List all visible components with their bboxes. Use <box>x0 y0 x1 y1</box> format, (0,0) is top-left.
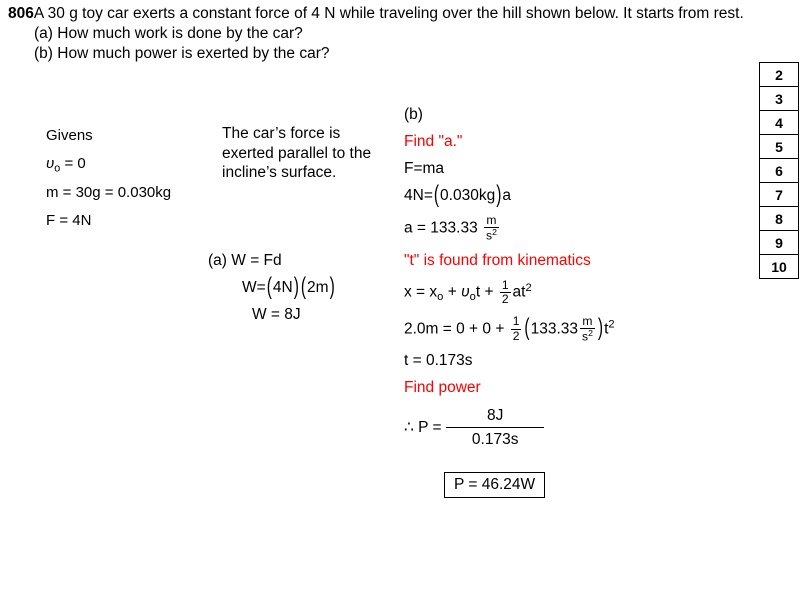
kinematics-substitution <box>404 315 794 344</box>
kin-at-term: at <box>512 283 526 301</box>
kin-time-term: t + <box>475 283 494 301</box>
newton-accel-symbol: a <box>502 187 512 204</box>
kin-sub-lhs: 2.0m = 0 + 0 + <box>404 320 505 338</box>
find-power-heading: Find power <box>404 379 481 397</box>
work-formula-line <box>208 252 398 270</box>
kin-sub-t: t <box>604 320 609 338</box>
kin-x-subscript: o <box>437 290 444 303</box>
givens-force: F = 4N <box>46 211 92 229</box>
kin-half-num: 1 <box>501 277 509 292</box>
kin-sub-units-num: m <box>582 313 593 328</box>
power-equation-lhs: ∴ P = <box>404 419 442 437</box>
work-substitution-lhs: W= <box>242 279 266 296</box>
newtons-second-law: F=ma <box>404 160 445 177</box>
note-text: The car’s force is exerted parallel to the incline’s surface. <box>222 125 372 182</box>
time-result: t = 0.173s <box>404 352 473 370</box>
work-part-label: (a) <box>208 252 227 269</box>
givens-column <box>46 122 211 235</box>
kin-sub-half-fraction <box>511 315 522 342</box>
problem-part-a: (a) How much work is done by the car? <box>34 24 303 42</box>
acceleration-units-den-text: s <box>486 228 493 243</box>
kin-velocity-subscript: o <box>469 290 476 303</box>
paren-close-3: ) <box>496 182 502 209</box>
problem-statement-line <box>8 4 794 24</box>
page-chip-9[interactable]: 9 <box>759 230 799 255</box>
velocity-value: = 0 <box>64 154 86 172</box>
work-result: W = 8J <box>252 306 301 323</box>
power-fraction-num: 8J <box>486 407 504 425</box>
problem-part-b: (b) How much power is exerted by the car? <box>34 44 330 62</box>
page-chip-10[interactable]: 10 <box>759 254 799 279</box>
page-chip-6[interactable]: 6 <box>759 158 799 183</box>
paren-close-1: ) <box>293 274 299 301</box>
power-column <box>404 106 794 498</box>
paren-open-4: ( <box>524 315 530 342</box>
paren-open-3: ( <box>433 182 440 209</box>
kin-sub-half-num: 1 <box>512 314 520 329</box>
kinematics-note: "t" is found from kinematics <box>404 251 591 269</box>
kin-sub-units-den-text: s <box>582 329 589 344</box>
newton-substitution-lhs: 4N= <box>404 187 433 204</box>
page-chip-2[interactable]: 2 <box>759 62 799 87</box>
paren-open-1: ( <box>266 274 272 301</box>
final-answer-box: P = 46.24W <box>444 472 545 498</box>
kinematics-equation <box>404 279 794 306</box>
velocity-symbol: υ <box>46 154 55 172</box>
paren-open-2: ( <box>300 274 307 301</box>
power-fraction-den: 0.173s <box>446 427 545 450</box>
page-chip-5[interactable]: 5 <box>759 134 799 159</box>
kin-sub-units-den-exp: 2 <box>588 327 593 338</box>
work-force-value: 4N <box>272 279 293 296</box>
page-chip-8[interactable]: 8 <box>759 206 799 231</box>
work-column <box>208 252 398 333</box>
acceleration-units-den-exp: 2 <box>492 227 497 238</box>
problem-statement: A 30 g toy car exerts a constant force of 4 N while traveling over the hill shown below. It starts from rest. <box>33 5 744 22</box>
givens-title: Givens <box>46 127 93 144</box>
problem-number: 806 <box>8 5 34 22</box>
acceleration-units-den <box>484 227 499 243</box>
work-substitution-line <box>242 274 398 301</box>
page-chip-4[interactable]: 4 <box>759 110 799 135</box>
kin-sub-half-den: 2 <box>512 328 520 343</box>
power-equation <box>404 406 794 450</box>
newton-mass-value: 0.030kg <box>440 187 496 204</box>
kin-sub-units-den <box>580 328 595 344</box>
power-fraction <box>446 406 545 450</box>
kin-one-half-fraction <box>500 279 511 306</box>
page-chip-3[interactable]: 3 <box>759 86 799 111</box>
work-distance-value: 2m <box>307 279 329 296</box>
find-acceleration-heading: Find "a." <box>404 133 463 150</box>
power-part-label: (b) <box>404 106 423 123</box>
kin-velocity-symbol: υ <box>461 283 470 301</box>
paren-close-2: ) <box>329 274 335 301</box>
velocity-subscript: o <box>54 162 61 175</box>
kin-sub-t-exponent: 2 <box>608 318 615 331</box>
newton-substitution-line <box>404 182 794 209</box>
problem-header <box>8 4 794 63</box>
note-column <box>222 124 372 183</box>
givens-initial-velocity <box>46 150 211 179</box>
paren-close-4: ) <box>597 315 604 342</box>
work-formula: W = Fd <box>231 252 282 269</box>
kin-at-exponent: 2 <box>525 281 532 294</box>
kin-plus-1: + <box>447 283 457 301</box>
acceleration-result: a = 133.33 <box>404 219 478 237</box>
acceleration-units-num: m <box>486 213 497 227</box>
kin-half-den: 2 <box>501 291 509 306</box>
kin-x-lhs: x = x <box>404 283 438 301</box>
givens-mass: m = 30g = 0.030kg <box>46 184 172 202</box>
kin-sub-accel-value: 133.33 <box>530 320 579 338</box>
kin-sub-units-fraction <box>580 315 595 344</box>
acceleration-units-fraction <box>484 214 499 243</box>
acceleration-result-line <box>404 214 794 243</box>
page-chip-7[interactable]: 7 <box>759 182 799 207</box>
